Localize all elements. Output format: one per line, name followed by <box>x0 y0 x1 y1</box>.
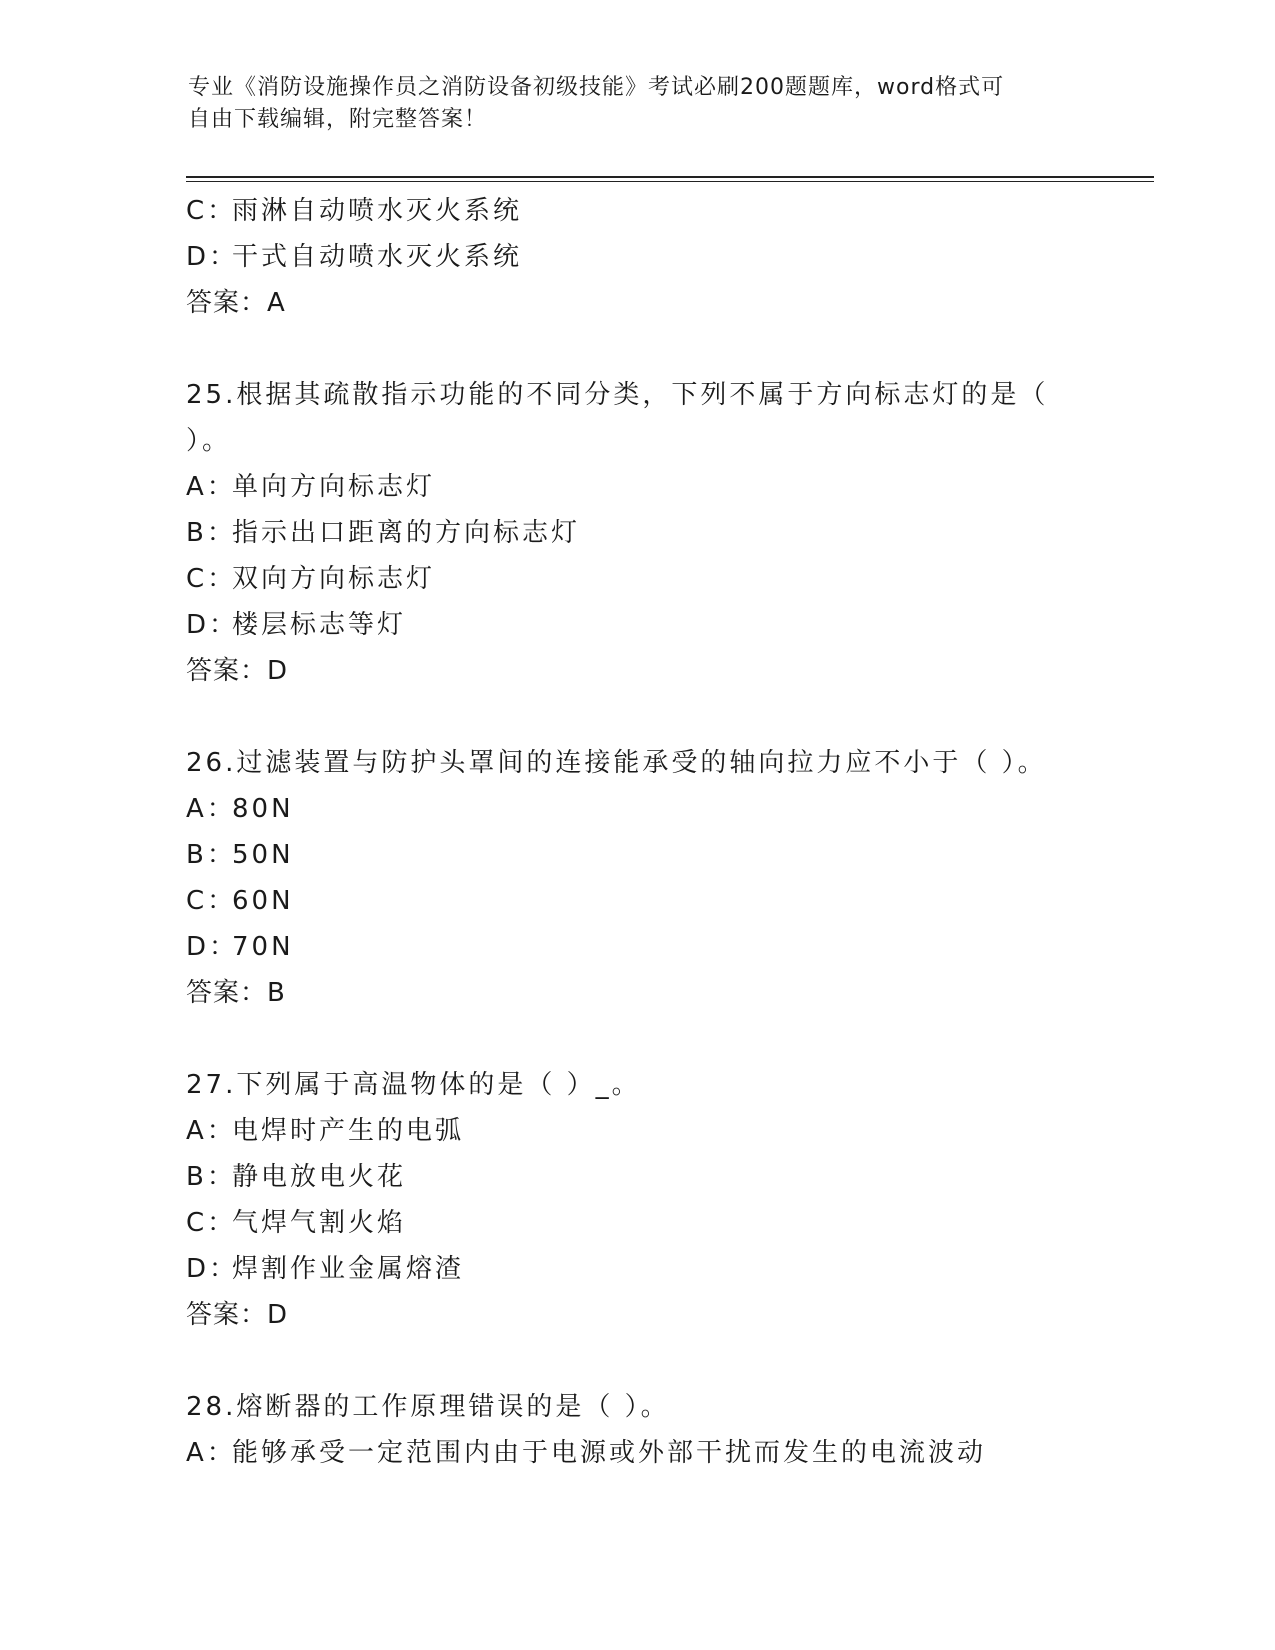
option-text: 80N <box>232 794 294 824</box>
question-stem-continued: ）。 <box>186 426 232 456</box>
document-header <box>188 72 1088 136</box>
option-text: 雨淋自动喷水灭火系统 <box>232 196 523 226</box>
header-divider-thin <box>186 181 1154 182</box>
question-25 <box>186 372 1146 694</box>
option-row <box>186 924 1146 970</box>
option-text: 能够承受一定范围内由于电源或外部干扰而发生的电流波动 <box>232 1438 987 1468</box>
option-text: 电焊时产生的电弧 <box>232 1116 465 1146</box>
option-text: 70N <box>232 932 294 962</box>
option-row <box>186 1246 1146 1292</box>
option-row <box>186 1200 1146 1246</box>
option-row <box>186 1430 1146 1476</box>
option-letter: A： <box>186 472 236 502</box>
option-row <box>186 786 1146 832</box>
option-text: 焊割作业金属熔渣 <box>232 1254 465 1284</box>
question-26 <box>186 740 1146 1016</box>
question-stem: 27.下列属于高温物体的是（ ）_。 <box>186 1070 641 1100</box>
question-stem: 26.过滤装置与防护头罩间的连接能承受的轴向拉力应不小于（ ）。 <box>186 748 1047 778</box>
option-text: 干式自动喷水灭火系统 <box>232 242 523 272</box>
answer-line: 答案：D <box>186 656 289 686</box>
question-stem: 25.根据其疏散指示功能的不同分类，下列不属于方向标志灯的是（ <box>186 380 1049 410</box>
question-24-tail <box>186 188 1146 326</box>
answer-line: 答案：D <box>186 1300 289 1330</box>
option-text: 60N <box>232 886 294 916</box>
option-letter: D： <box>186 610 239 640</box>
option-text: 单向方向标志灯 <box>232 472 436 502</box>
option-text: 静电放电火花 <box>232 1162 407 1192</box>
option-text: 指示出口距离的方向标志灯 <box>232 518 581 548</box>
answer-line: 答案：B <box>186 978 286 1008</box>
option-letter: A： <box>186 1438 236 1468</box>
option-row <box>186 602 1146 648</box>
question-content <box>186 188 1146 1476</box>
option-letter: C： <box>186 196 237 226</box>
option-text: 50N <box>232 840 294 870</box>
option-letter: C： <box>186 886 237 916</box>
option-row <box>186 1154 1146 1200</box>
question-stem: 28.熔断器的工作原理错误的是（ ）。 <box>186 1392 670 1422</box>
question-27 <box>186 1062 1146 1338</box>
option-row <box>186 1108 1146 1154</box>
question-28 <box>186 1384 1146 1476</box>
option-row <box>186 832 1146 878</box>
answer-line: 答案：A <box>186 288 286 318</box>
option-letter: D： <box>186 242 239 272</box>
option-letter: C： <box>186 1208 237 1238</box>
option-row <box>186 464 1146 510</box>
option-row <box>186 878 1146 924</box>
header-title-line-2: 自由下载编辑，附完整答案！ <box>188 107 488 132</box>
option-letter: C： <box>186 564 237 594</box>
spacer <box>186 694 1146 740</box>
option-letter: B： <box>186 518 236 548</box>
option-text: 楼层标志等灯 <box>232 610 407 640</box>
option-letter: B： <box>186 1162 236 1192</box>
option-row <box>186 556 1146 602</box>
spacer <box>186 326 1146 372</box>
spacer <box>186 1338 1146 1384</box>
option-row <box>186 188 1146 234</box>
header-divider-thick <box>186 176 1154 178</box>
spacer <box>186 1016 1146 1062</box>
option-letter: A： <box>186 794 236 824</box>
option-row <box>186 234 1146 280</box>
option-text: 双向方向标志灯 <box>232 564 436 594</box>
option-letter: D： <box>186 932 239 962</box>
option-letter: B： <box>186 840 236 870</box>
option-text: 气焊气割火焰 <box>232 1208 407 1238</box>
option-letter: A： <box>186 1116 236 1146</box>
header-title-line-1: 专业《消防设施操作员之消防设备初级技能》考试必刷200题题库，word格式可 <box>188 75 1005 100</box>
option-row <box>186 510 1146 556</box>
option-letter: D： <box>186 1254 239 1284</box>
